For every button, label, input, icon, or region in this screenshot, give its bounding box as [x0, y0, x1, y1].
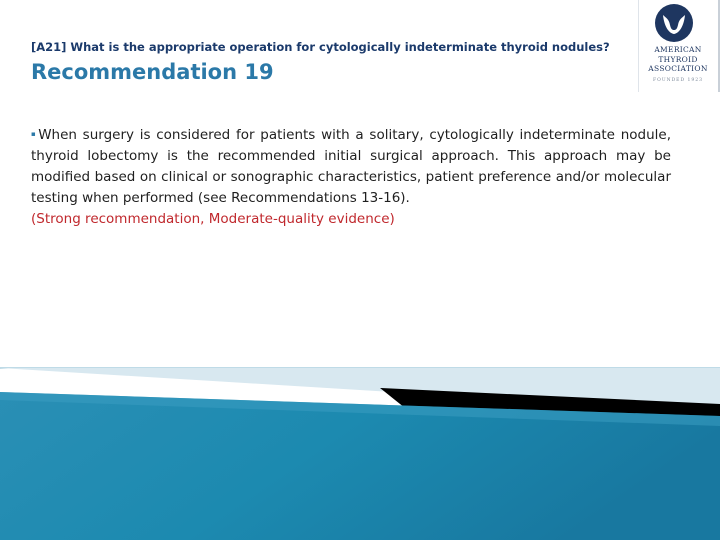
- evidence-grade: (Strong recommendation, Moderate-quality evidence): [31, 211, 395, 227]
- logo-line-american: AMERICAN: [654, 45, 702, 54]
- recommendation-text: [31, 124, 671, 230]
- footer-decoration: [0, 360, 720, 540]
- logo-line-association: ASSOCIATION: [648, 64, 708, 73]
- logo-founded: FOUNDED 1923: [653, 78, 703, 83]
- ata-logo: [638, 0, 720, 92]
- question-heading: [A21] What is the appropriate operation for cytologically indeterminate thyroid nodules?: [31, 40, 610, 54]
- bullet-icon: ▪: [31, 130, 38, 138]
- thyroid-logo-icon: [654, 3, 694, 43]
- page-title: Recommendation 19: [31, 60, 274, 84]
- logo-line-thyroid: THYROID: [658, 54, 698, 64]
- recommendation-body: When surgery is considered for patients with a solitary, cytologically indeterminate nodule, thyroid lobectomy is the recommended initial surgical approach. This approach may be modified based on clinical or sonographic characteristics, patient preference and/or molecular testing when performed (see Recommendations 13-16).: [31, 127, 671, 206]
